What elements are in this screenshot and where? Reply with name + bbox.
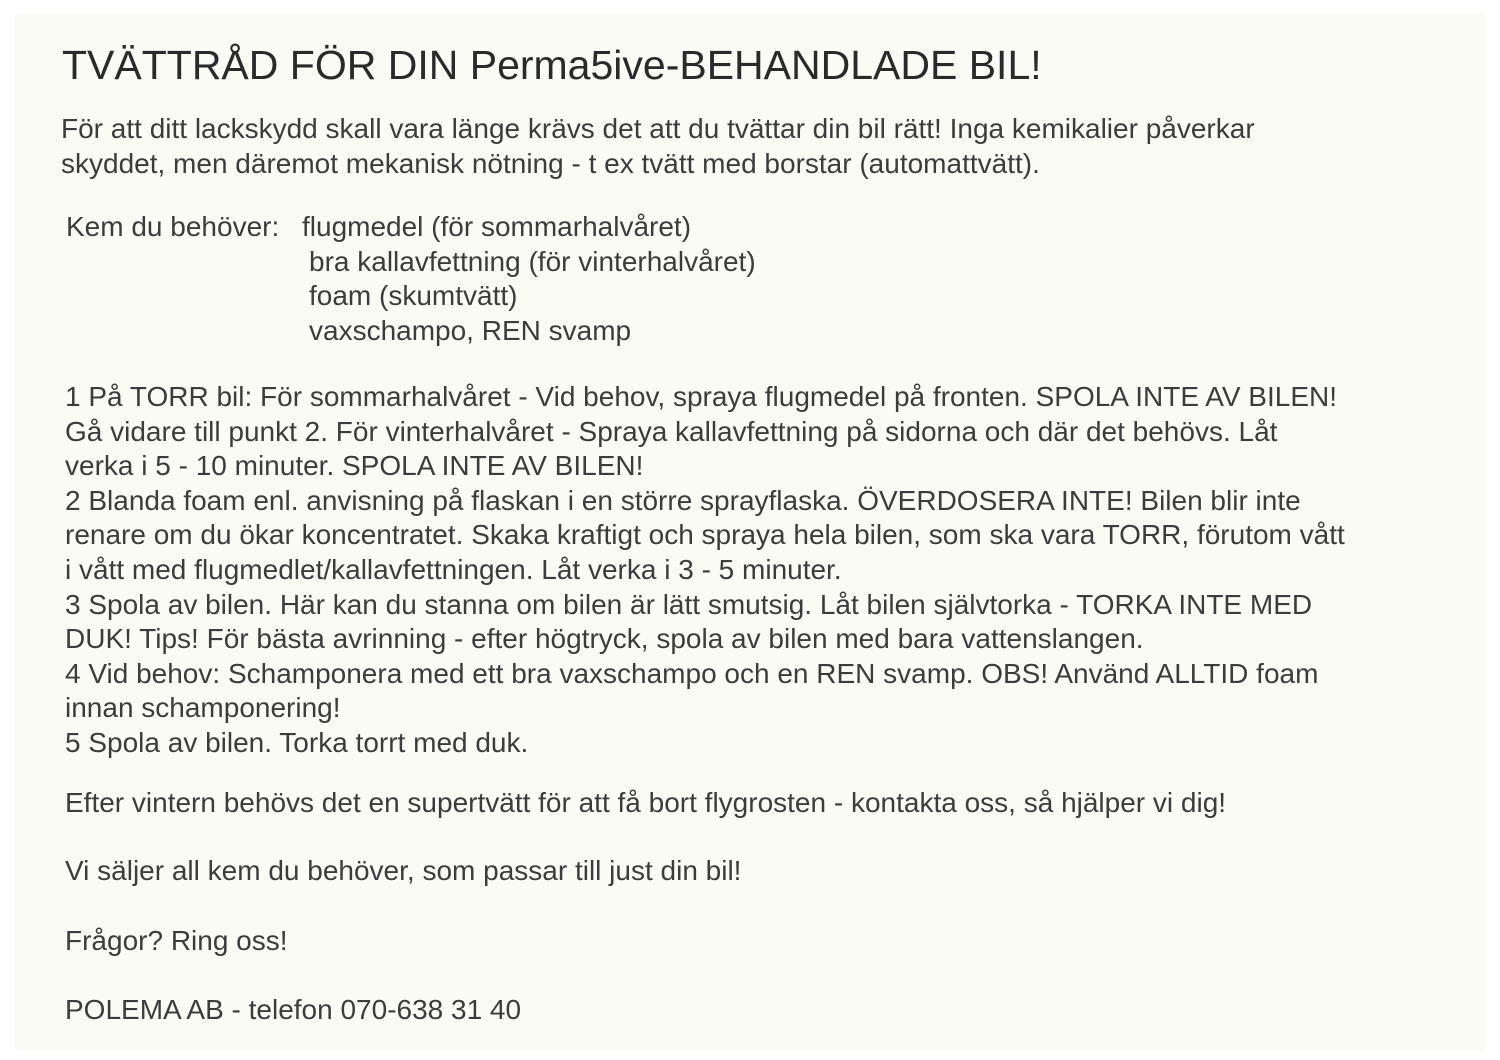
document-page <box>14 14 1486 1050</box>
step-line: 1 På TORR bil: För sommarhalvåret - Vid behov, spraya flugmedel på fronten. SPOLA INTE AV BILEN! <box>65 381 1337 412</box>
step-line: Gå vidare till punkt 2. För vinterhalvåret - Spraya kallavfettning på sidorna och där det behövs. Låt <box>65 415 1278 447</box>
supplies-label: Kem du behöver: <box>66 211 280 242</box>
supply-item: foam (skumtvätt) <box>309 280 518 311</box>
contact-line: POLEMA AB - telefon 070-638 31 40 <box>65 994 522 1025</box>
step-line: i vått med flugmedlet/kallavfettningen. Låt verka i 3 - 5 minuter. <box>65 553 842 585</box>
questions-note: Frågor? Ring oss! <box>65 925 288 956</box>
supplies-list <box>302 210 756 348</box>
supply-item: bra kallavfettning (för vinterhalvåret) <box>309 245 756 277</box>
document-title: TVÄTTRÅD FÖR DIN Perma5ive-BEHANDLADE BIL! <box>62 42 1042 88</box>
wash-steps <box>65 380 1345 761</box>
after-winter-note: Efter vintern behövs det en supertvätt för att få bort flygrosten - kontakta oss, så hjälper vi dig! <box>65 787 1227 818</box>
supply-item: flugmedel (för sommarhalvåret) <box>302 211 692 242</box>
step-line: 2 Blanda foam enl. anvisning på flaskan i en större sprayflaska. ÖVERDOSERA INTE! Bilen blir inte <box>65 484 1301 516</box>
step-line: innan schamponering! <box>65 692 341 724</box>
intro-line: skyddet, men däremot mekanisk nötning - t ex tvätt med borstar (automattvätt). <box>61 148 1040 179</box>
step-line: DUK! Tips! För bästa avrinning - efter högtryck, spola av bilen med bara vattenslangen. <box>65 623 1144 655</box>
supply-item: vaxschampo, REN svamp <box>309 314 632 346</box>
intro-line: För att ditt lackskydd skall vara länge krävs det att du tvättar din bil rätt! Inga kemikalier påverkar <box>61 113 1255 144</box>
step-line: verka i 5 - 10 minuter. SPOLA INTE AV BILEN! <box>65 450 644 482</box>
sales-note: Vi säljer all kem du behöver, som passar till just din bil! <box>65 855 742 886</box>
step-line: 5 Spola av bilen. Torka torrt med duk. <box>65 726 529 758</box>
intro-paragraph <box>61 111 1481 181</box>
step-line: 4 Vid behov: Schamponera med ett bra vaxschampo och en REN svamp. OBS! Använd ALLTID foam <box>65 657 1319 689</box>
step-line: renare om du ökar koncentratet. Skaka kraftigt och spraya hela bilen, som ska vara TORR, förutom vått <box>65 519 1345 551</box>
step-line: 3 Spola av bilen. Här kan du stanna om bilen är lätt smutsig. Låt bilen självtorka - TORKA INTE MED <box>65 588 1313 620</box>
